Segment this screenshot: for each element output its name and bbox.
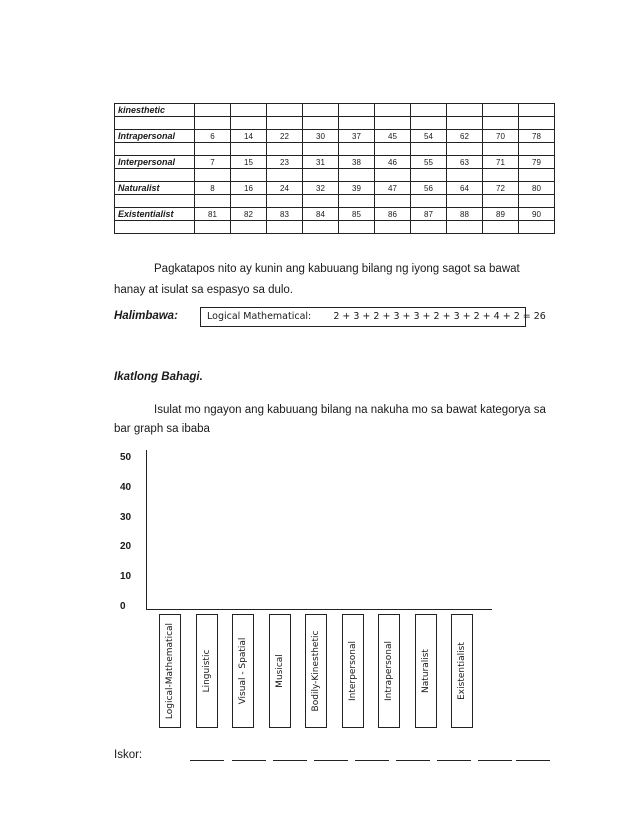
- score-blank[interactable]: [437, 760, 471, 761]
- table-cell: 83: [267, 208, 303, 221]
- table-cell: 14: [231, 130, 267, 143]
- table-cell: 63: [447, 156, 483, 169]
- x-tick-label: Logical-Mathematical: [165, 622, 175, 720]
- y-tick-40: 40: [120, 482, 132, 493]
- answer-cell[interactable]: [483, 221, 519, 234]
- answer-cell[interactable]: [519, 117, 555, 130]
- table-cell: 7: [195, 156, 231, 169]
- table-cell: 55: [411, 156, 447, 169]
- x-tick-label: Intrapersonal: [384, 641, 394, 701]
- answer-cell[interactable]: [231, 169, 267, 182]
- table-cell: [303, 104, 339, 117]
- answer-cell[interactable]: [483, 143, 519, 156]
- answer-cell[interactable]: [483, 195, 519, 208]
- table-cell: [267, 104, 303, 117]
- category-label: Interpersonal: [115, 156, 195, 169]
- x-tick-label: Interpersonal: [347, 641, 358, 701]
- answer-cell[interactable]: [447, 195, 483, 208]
- answer-cell[interactable]: [447, 117, 483, 130]
- table-cell: 82: [231, 208, 267, 221]
- answer-cell[interactable]: [267, 143, 303, 156]
- x-tick-label: Linguistic: [201, 649, 212, 693]
- answer-cell[interactable]: [447, 169, 483, 182]
- answer-cell[interactable]: [411, 221, 447, 234]
- category-label: Intrapersonal: [115, 130, 195, 143]
- table-cell: [339, 104, 375, 117]
- answer-cell[interactable]: [447, 221, 483, 234]
- table-cell: [447, 104, 483, 117]
- answer-row: [115, 169, 555, 182]
- table-cell: 84: [303, 208, 339, 221]
- x-tick-label: Naturalist: [420, 649, 431, 693]
- answer-cell[interactable]: [267, 221, 303, 234]
- answer-cell[interactable]: [195, 195, 231, 208]
- table-row: [115, 208, 555, 221]
- table-cell: [231, 104, 267, 117]
- x-category-box: [451, 614, 473, 728]
- x-category-box: [159, 614, 181, 728]
- answer-cell[interactable]: [195, 169, 231, 182]
- example-label: Halimbawa:: [114, 310, 178, 322]
- table-cell: [411, 104, 447, 117]
- table-cell: 31: [303, 156, 339, 169]
- table-cell: 24: [267, 182, 303, 195]
- table-cell: 32: [303, 182, 339, 195]
- table-cell: [483, 104, 519, 117]
- scoring-table: [114, 103, 555, 234]
- table-cell: 86: [375, 208, 411, 221]
- instruction-line-2: hanay at isulat sa espasyo sa dulo.: [114, 284, 294, 296]
- answer-cell[interactable]: [411, 195, 447, 208]
- answer-cell[interactable]: [339, 195, 375, 208]
- table-cell: 15: [231, 156, 267, 169]
- table-cell: 54: [411, 130, 447, 143]
- table-cell: 87: [411, 208, 447, 221]
- x-tick-label: Visual - Spatial: [238, 637, 248, 705]
- table-row: [115, 130, 555, 143]
- x-category-box: [342, 614, 364, 728]
- x-category-box: [305, 614, 327, 728]
- answer-cell[interactable]: [375, 195, 411, 208]
- table-cell: [195, 104, 231, 117]
- score-blank[interactable]: [273, 760, 307, 761]
- x-tick-label: Bodily-Kinesthetic: [311, 630, 321, 712]
- answer-cell: [115, 143, 195, 156]
- answer-cell[interactable]: [411, 169, 447, 182]
- table-cell: 90: [519, 208, 555, 221]
- table-row: [115, 182, 555, 195]
- y-tick-30: 30: [120, 512, 132, 523]
- x-category-box: [196, 614, 218, 728]
- answer-cell[interactable]: [303, 195, 339, 208]
- table-cell: [375, 104, 411, 117]
- answer-cell[interactable]: [303, 143, 339, 156]
- answer-cell: [115, 169, 195, 182]
- answer-row: [115, 117, 555, 130]
- answer-cell[interactable]: [519, 143, 555, 156]
- table-cell: 85: [339, 208, 375, 221]
- answer-cell[interactable]: [231, 117, 267, 130]
- table-cell: 38: [339, 156, 375, 169]
- score-blank[interactable]: [478, 760, 512, 761]
- table-cell: 80: [519, 182, 555, 195]
- x-axis-line: [146, 609, 492, 610]
- table-cell: 78: [519, 130, 555, 143]
- example-category: Logical Mathematical:: [207, 311, 312, 322]
- table-cell: 88: [447, 208, 483, 221]
- table-cell: 37: [339, 130, 375, 143]
- answer-cell[interactable]: [195, 221, 231, 234]
- answer-cell[interactable]: [339, 117, 375, 130]
- x-tick-label: Musical: [274, 654, 285, 688]
- x-tick-label: Existentialist: [457, 642, 467, 700]
- table-cell: 16: [231, 182, 267, 195]
- answer-cell[interactable]: [339, 143, 375, 156]
- answer-cell[interactable]: [375, 169, 411, 182]
- table-cell: 72: [483, 182, 519, 195]
- answer-cell[interactable]: [375, 143, 411, 156]
- y-tick-0: 0: [120, 601, 126, 612]
- answer-cell[interactable]: [303, 169, 339, 182]
- answer-cell[interactable]: [519, 195, 555, 208]
- table-cell: 45: [375, 130, 411, 143]
- table-cell: 47: [375, 182, 411, 195]
- x-category-box: [378, 614, 400, 728]
- score-blank[interactable]: [190, 760, 224, 761]
- answer-cell[interactable]: [195, 117, 231, 130]
- x-category-box: [269, 614, 291, 728]
- table-cell: 89: [483, 208, 519, 221]
- category-label: Existentialist: [115, 208, 195, 221]
- answer-cell[interactable]: [303, 117, 339, 130]
- answer-cell: [115, 195, 195, 208]
- x-category-box: [232, 614, 254, 728]
- table-cell: [519, 104, 555, 117]
- table-cell: 22: [267, 130, 303, 143]
- answer-cell[interactable]: [483, 117, 519, 130]
- x-category-box: [415, 614, 437, 728]
- table-row: [115, 156, 555, 169]
- table-cell: 39: [339, 182, 375, 195]
- answer-cell[interactable]: [447, 143, 483, 156]
- answer-cell[interactable]: [303, 221, 339, 234]
- score-blank[interactable]: [314, 760, 348, 761]
- score-blank[interactable]: [355, 760, 389, 761]
- answer-cell[interactable]: [411, 143, 447, 156]
- y-tick-50: 50: [120, 452, 132, 463]
- answer-row: [115, 195, 555, 208]
- table-cell: 56: [411, 182, 447, 195]
- y-tick-20: 20: [120, 541, 132, 552]
- answer-cell[interactable]: [375, 117, 411, 130]
- answer-row: [115, 143, 555, 156]
- answer-cell[interactable]: [231, 221, 267, 234]
- table-cell: 8: [195, 182, 231, 195]
- answer-cell: [115, 221, 195, 234]
- answer-cell[interactable]: [267, 169, 303, 182]
- answer-cell[interactable]: [267, 117, 303, 130]
- table-cell: 79: [519, 156, 555, 169]
- score-blank[interactable]: [516, 760, 550, 761]
- answer-cell[interactable]: [483, 169, 519, 182]
- answer-cell[interactable]: [375, 221, 411, 234]
- table-cell: 71: [483, 156, 519, 169]
- table-cell: 30: [303, 130, 339, 143]
- part3-line-2: bar graph sa ibaba: [114, 423, 210, 435]
- example-box: [200, 307, 546, 327]
- answer-cell[interactable]: [339, 221, 375, 234]
- y-axis-line: [146, 450, 147, 610]
- part3-line-1: Isulat mo ngayon ang kabuuang bilang na nakuha mo sa bawat kategorya sa: [154, 404, 546, 416]
- score-blank[interactable]: [396, 760, 430, 761]
- example-equation: 2 + 3 + 2 + 3 + 3 + 2 + 3 + 2 + 4 + 2 = 26: [333, 311, 546, 322]
- table-cell: 64: [447, 182, 483, 195]
- table-cell: 6: [195, 130, 231, 143]
- category-label: Naturalist: [115, 182, 195, 195]
- answer-cell[interactable]: [231, 195, 267, 208]
- answer-cell[interactable]: [231, 143, 267, 156]
- part3-heading: Ikatlong Bahagi.: [114, 371, 203, 383]
- answer-cell[interactable]: [411, 117, 447, 130]
- table-cell: 81: [195, 208, 231, 221]
- category-label: kinesthetic: [115, 104, 195, 117]
- table-cell: 70: [483, 130, 519, 143]
- table-row: [115, 104, 555, 117]
- answer-cell[interactable]: [195, 143, 231, 156]
- answer-cell[interactable]: [339, 169, 375, 182]
- table-cell: 62: [447, 130, 483, 143]
- answer-row: [115, 221, 555, 234]
- instruction-line-1: Pagkatapos nito ay kunin ang kabuuang bilang ng iyong sagot sa bawat: [154, 263, 520, 275]
- y-tick-10: 10: [120, 571, 132, 582]
- answer-cell[interactable]: [519, 221, 555, 234]
- answer-cell[interactable]: [267, 195, 303, 208]
- answer-cell[interactable]: [519, 169, 555, 182]
- answer-cell: [115, 117, 195, 130]
- table-cell: 23: [267, 156, 303, 169]
- score-label: Iskor:: [114, 749, 143, 761]
- table-cell: 46: [375, 156, 411, 169]
- score-blank[interactable]: [232, 760, 266, 761]
